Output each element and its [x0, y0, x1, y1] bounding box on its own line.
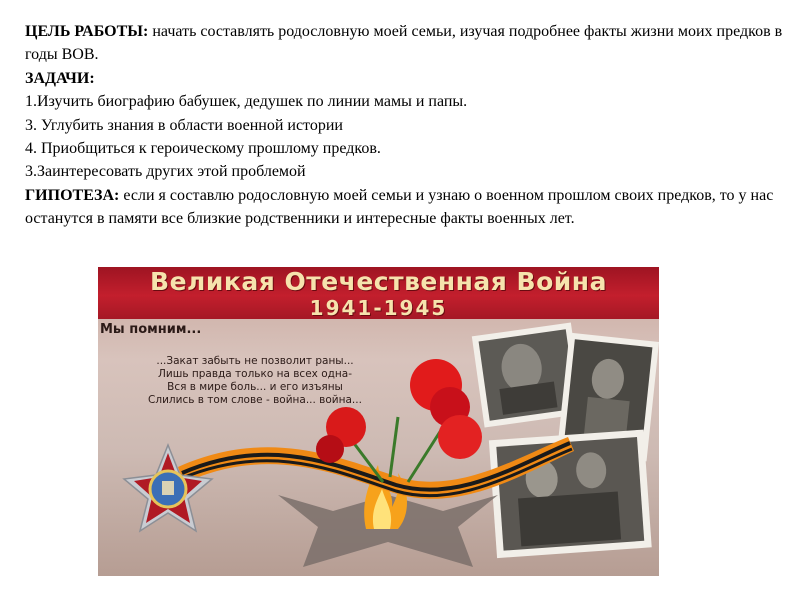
tasks-label: ЗАДАЧИ: — [25, 69, 95, 87]
task-item: 4. Приобщиться к героическому прошлому предков. — [25, 140, 381, 158]
poem-line: Лишь правда только на всех одна- — [158, 368, 352, 380]
poster-title: Великая Отечественная Война — [150, 267, 607, 296]
goal-label: ЦЕЛЬ РАБОТЫ: — [25, 23, 149, 40]
task-item: 3. Углубить знания в области военной истории — [25, 116, 343, 134]
hypothesis-paragraph — [25, 184, 785, 231]
goal-paragraph — [25, 20, 785, 67]
goal-text: начать составлять родословную моей семьи, изучая подробнее факты жизни моих предков в годы ВОВ. — [25, 23, 783, 64]
poem — [120, 355, 390, 407]
hypothesis-text: если я составлю родословную моей семьи и узнаю о военном прошлом своих предков, то у нас останутся в памяти все близкие родственники и интересные факты военных лет. — [25, 186, 774, 228]
poem-line: ...Закат забыть не позволит раны... — [156, 355, 354, 367]
poster-years: 1941-1945 — [309, 296, 448, 320]
remember-heading: Мы помним... — [100, 322, 202, 337]
poem-line: Вся в мире боль... и его изъяны — [167, 381, 343, 393]
task-item: 1.Изучить биографию бабушек, дедушек по линии мамы и папы. — [25, 93, 468, 111]
poster-banner — [98, 267, 659, 319]
hypothesis-label: ГИПОТЕЗА: — [25, 186, 120, 204]
task-item: 3.Заинтересовать других этой проблемой — [25, 163, 306, 181]
slide-text — [25, 20, 785, 231]
war-memorial-poster — [98, 267, 659, 576]
poem-line: Слились в том слове - война... война... — [148, 394, 362, 406]
order-of-victory-icon — [124, 445, 212, 531]
